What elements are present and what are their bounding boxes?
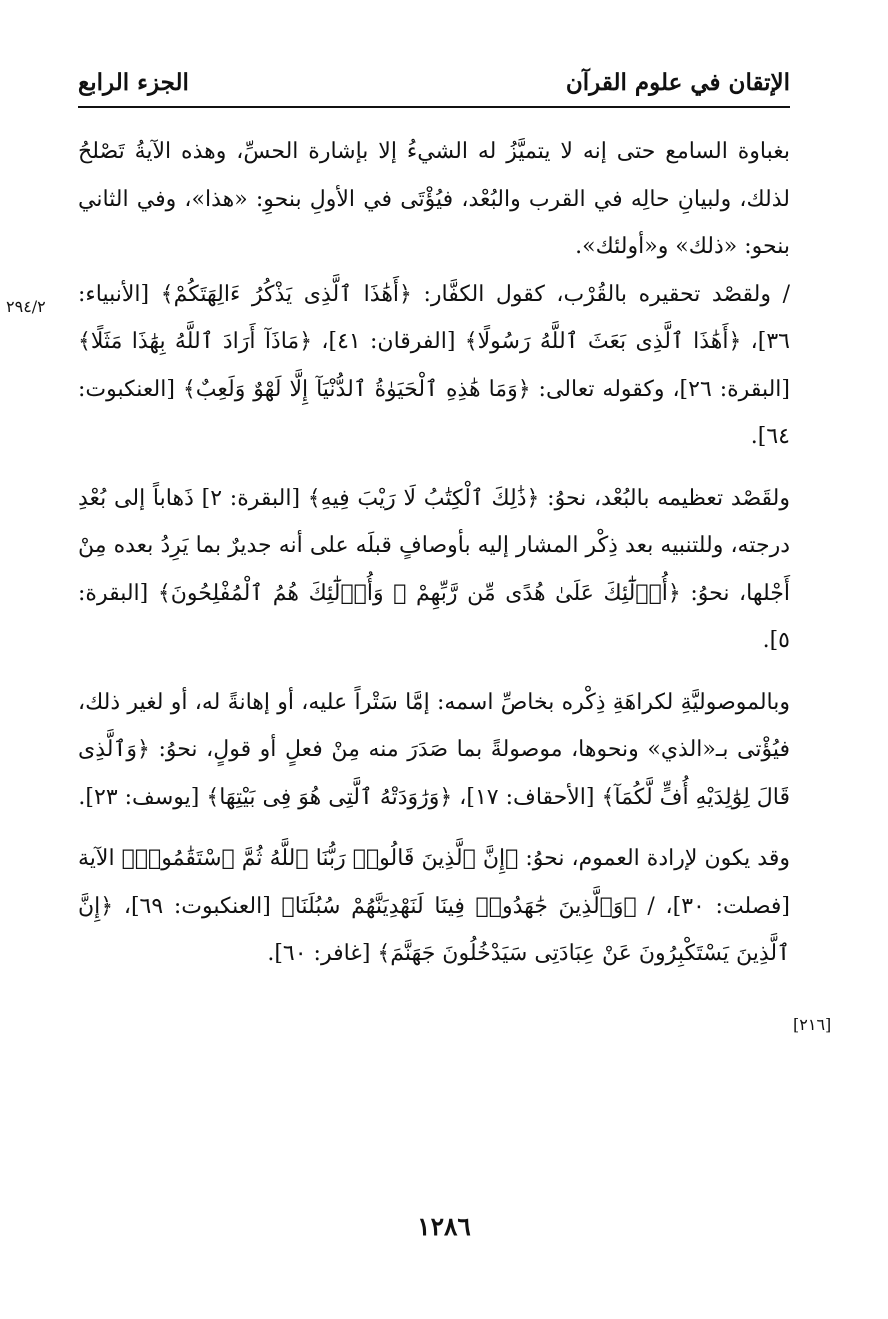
- paragraph-5: وقد يكون لإرادة العموم، نحوُ: ﴿إِنَّ ٱلَّذِينَ قَالُوا۟ رَبُّنَا ٱللَّهُ ثُمَّ ٱسْتَقَٰمُوا۟﴾ الآية [فصلت: ٣٠]، / ﴿وَٱلَّذِينَ جَٰهَدُوا۟ فِينَا لَنَهْدِيَنَّهُمْ سُبُلَنَا﴾ [العنكبوت: ٦٩]، ﴿إِنَّ ٱلَّذِينَ يَسْتَكْبِرُونَ عَنْ عِبَادَتِى سَيَدْخُلُونَ جَهَنَّمَ﴾ [غافر: ٦٠].: [78, 846, 791, 966]
- paragraph-2: / ولقصْد تحقيره بالقُرْب، كقول الكفَّار: ﴿أَهَٰذَا ٱلَّذِى يَذْكُرُ ءَالِهَتَكُمْ﴾ [الأنبياء: ٣٦]، ﴿أَهَٰذَا ٱلَّذِى بَعَثَ ٱللَّهُ رَسُولًا﴾ [الفرقان: ٤١]، ﴿مَاذَآ أَرَادَ ٱللَّهُ بِهَٰذَا مَثَلًا﴾ [البقرة: ٢٦]، وكقوله تعالى: ﴿وَمَا هَٰذِهِ ٱلْحَيَوٰةُ ٱلدُّنْيَآ إِلَّا لَهْوٌ وَلَعِبٌ﴾ [العنكبوت: ٦٤].: [78, 281, 790, 449]
- page-header: [78, 58, 790, 108]
- page-number: ١٢٨٦: [417, 1212, 471, 1241]
- margin-note-manuscript-page: [٢١٦]: [793, 1015, 832, 1034]
- paragraph-4: وبالموصوليَّةِ لكراهَةِ ذِكْره بخاصِّ اسمه: إمَّا سَتْراً عليه، أو إهانةً له، أو لغير ذلك، فيُؤْتى بـ«الذي» ونحوها، موصولةً بما صَدَرَ منه مِنْ فعلٍ أو قولٍ، نحوُ: ﴿وَٱلَّذِى قَالَ لِوَٰلِدَيْهِ أُفٍّ لَّكُمَآ﴾ [الأحقاف: ١٧]، ﴿وَرَٰوَدَتْهُ ٱلَّتِى هُوَ فِى بَيْتِهَا﴾ [يوسف: ٢٣].: [78, 689, 790, 810]
- margin-note-volume-page: ٢٩٤/٢: [6, 297, 46, 316]
- paragraph-3: ولقَصْد تعظيمه بالبُعْد، نحوُ: ﴿ذَٰلِكَ ٱلْكِتَٰبُ لَا رَيْبَ فِيهِ﴾ [البقرة: ٢] ذَهاباً إلى بُعْدِ درجته، وللتنبيه بعد ذِكْر المشار إليه بأوصافٍ قبلَه على أنه جديرٌ بما يَرِدُ بعده مِنْ أَجْلها، نحوُ: ﴿أُو۟لَٰٓئِكَ عَلَىٰ هُدًى مِّن رَّبِّهِمْ ۖ وَأُو۟لَٰٓئِكَ هُمُ ٱلْمُفْلِحُونَ﴾ [البقرة: ٥].: [78, 485, 790, 653]
- book-title: الإتقان في علوم القرآن: [565, 68, 790, 96]
- main-text: [78, 128, 790, 978]
- paragraph-1: بغباوة السامع حتى إنه لا يتميَّزُ له الشيءُ إلا بإشارة الحسِّ، وهذه الآيةُ تَصْلحُ لذلك، ولبيانِ حالِه في القرب والبُعْد، فيُؤْتَى في الأولِ بنحوِ: «هذا»، وفي الثاني بنحو: «ذلك» و«أولئك».: [78, 139, 790, 259]
- part-label: الجزء الرابع: [78, 68, 189, 96]
